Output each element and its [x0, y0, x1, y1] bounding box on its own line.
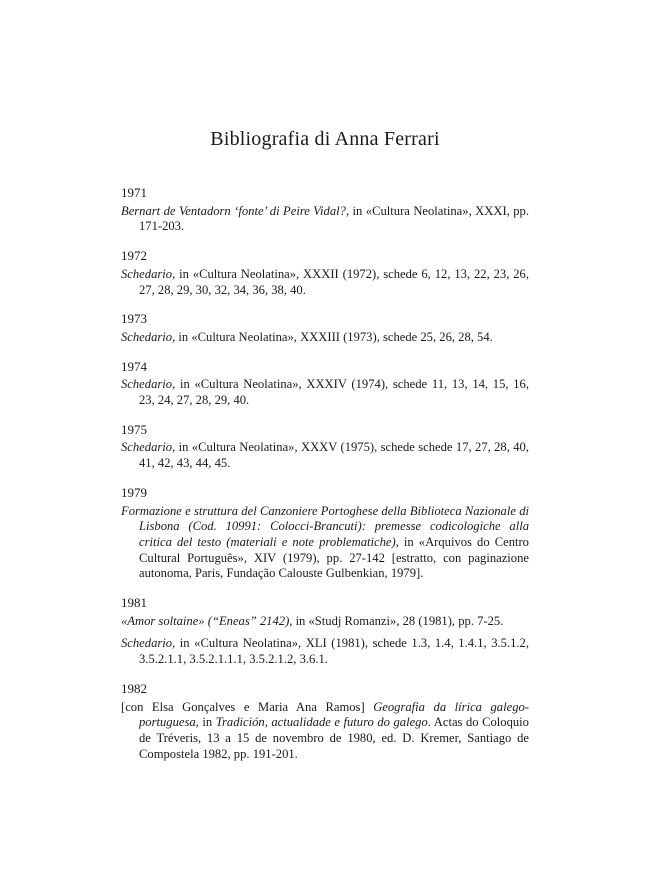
entry-text: , in «Cultura Neolatina», XXXII (1972), schede 6, 12, 13, 22, 23, 26, 27, 28, 29, 30, 32, 34, 36, 38, 40. [139, 266, 529, 297]
year-heading: 1974 [121, 358, 147, 374]
entry-title-italic: Formazione e struttura del Canzoniere Portoghese della Biblioteca Nazionale di Lisbona (Cod. 10991: Colocci-Brancuti): premesse codicologiche alla critica del testo (materiali e note problematiche) [121, 503, 529, 549]
bibliography-entry [121, 204, 529, 235]
year-heading: 1972 [121, 248, 147, 264]
entry-text: , in «Studj Romanzi», 28 (1981), pp. 7-25. [289, 613, 504, 628]
entry-text: , in [195, 715, 216, 730]
bibliography-entry [121, 614, 529, 630]
bibliography-entry [121, 267, 529, 298]
year-heading: 1971 [121, 185, 147, 200]
entry-text: , in «Cultura Neolatina», XXXV (1975), schede schede 17, 27, 28, 40, 41, 42, 43, 44, 45. [139, 440, 529, 471]
entry-title-italic: Bernart de Ventadorn ‘fonte’ di Peire Vidal? [121, 203, 346, 218]
bibliography-entry [121, 377, 529, 408]
bibliography-entry [121, 504, 529, 583]
bibliography-entry [121, 636, 529, 667]
entry-text: , in «Cultura Neolatina», XXXIII (1973), schede 25, 26, 28, 54. [172, 329, 493, 344]
bibliography-entry [121, 330, 529, 346]
entry-text: , in «Cultura Neolatina», XXXI, pp. 171-203. [139, 203, 529, 234]
entry-title-italic: Schedario [121, 329, 173, 344]
entry-text: , in «Cultura Neolatina», XXXIV (1974), schede 11, 13, 14, 15, 16, 23, 24, 27, 28, 29, 40. [139, 377, 529, 408]
entry-title-italic: Geografia da lírica galego-portuguesa [139, 699, 529, 730]
year-heading: 1973 [121, 311, 147, 327]
entry-title-italic: Schedario [121, 266, 173, 281]
page-title: Bibliografia di Anna Ferrari [210, 128, 440, 150]
bibliography-list [121, 185, 529, 766]
entry-title-italic: Tradición, actualidade e futuro do galego [215, 715, 428, 730]
entry-text: [con Elsa Gonçalves e Maria Ana Ramos] [121, 699, 374, 714]
entry-text: , in «Cultura Neolatina», XLI (1981), schede 1.3, 1.4, 1.4.1, 3.5.1.2, 3.5.2.1.1, 3.5.2.1.1.1, 3.5.2.1.2, 3.6.1. [139, 636, 529, 667]
entry-text: . Actas do Coloquio de Tréveris, 13 a 15 de novembro de 1980, ed. D. Kremer, Santiago de Compostela 1982, pp. 191-201. [139, 715, 529, 761]
year-heading: 1975 [121, 421, 147, 437]
year-heading: 1981 [121, 595, 147, 611]
year-heading: 1982 [121, 680, 147, 696]
year-heading: 1979 [121, 484, 147, 500]
entry-title-italic: «Amor soltaine» (“Eneas” 2142) [121, 613, 290, 628]
entry-title-italic: Schedario [121, 440, 173, 455]
entry-title-italic: Schedario [121, 636, 173, 651]
entry-title-italic: Schedario [121, 377, 173, 392]
entry-text: , in «Arquivos do Centro Cultural Português», XIV (1979), pp. 27-142 [estratto, con paginazione autonoma, Paris, Fundação Calouste Gulbenkian, 1979]. [139, 534, 529, 581]
bibliography-entry [121, 700, 529, 763]
bibliography-entry [121, 440, 529, 471]
